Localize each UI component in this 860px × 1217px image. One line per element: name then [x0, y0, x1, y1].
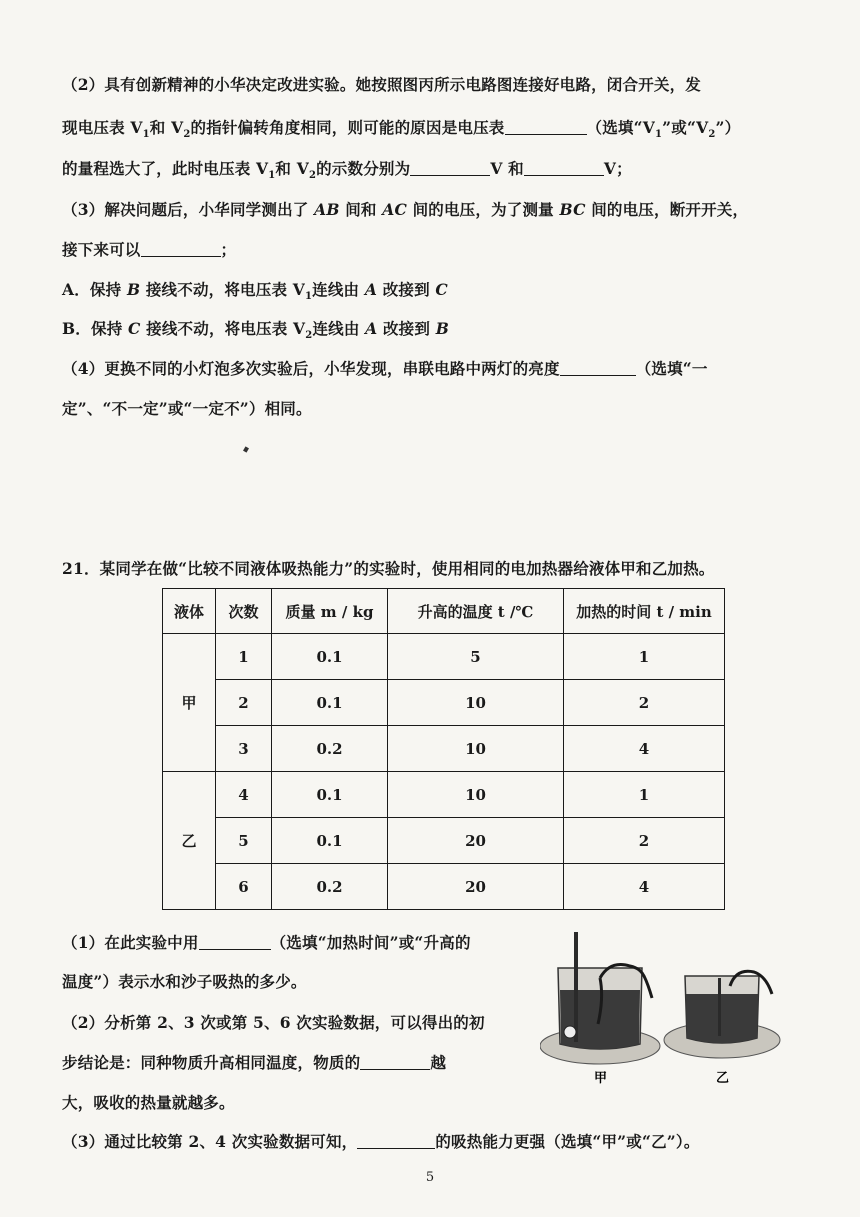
answer-blank[interactable] [141, 241, 221, 258]
trial-cell: 2 [216, 680, 272, 726]
q21-part2-line2: 步结论是：同种物质升高相同温度，物质的 越 [62, 1053, 447, 1072]
mass-cell: 0.1 [272, 680, 388, 726]
temp-cell: 10 [388, 726, 564, 772]
beaker-yi-icon [664, 971, 780, 1058]
header-trial: 次数 [216, 589, 272, 634]
trial-cell: 4 [216, 772, 272, 818]
beakers-figure [540, 928, 790, 1098]
q20-option-a: A．保持 B 接线不动，将电压表 $V_1$连线由 A 改接到 C [62, 280, 448, 303]
mass-cell: 0.2 [272, 726, 388, 772]
mass-cell: 0.1 [272, 818, 388, 864]
time-cell: 2 [564, 680, 725, 726]
temp-cell: 10 [388, 680, 564, 726]
q20-part4-line1: （4）更换不同的小灯泡多次实验后，小华发现，串联电路中两灯的亮度 （选填“一 [62, 359, 708, 378]
trial-cell: 6 [216, 864, 272, 910]
table-row [163, 818, 725, 864]
trial-cell: 1 [216, 634, 272, 680]
q20-part3-line2: 接下来可以 ； [62, 240, 237, 259]
q20-part2-line1: （2）具有创新精神的小华决定改进实验。她按照图丙所示电路图连接好电路，闭合开关，发 [62, 75, 701, 94]
time-cell: 4 [564, 864, 725, 910]
header-temp: 升高的温度 t /℃ [388, 589, 564, 634]
table-row [163, 726, 725, 772]
q21-part1-line2: 温度”）表示水和沙子吸热的多少。 [62, 972, 307, 991]
header-time: 加热的时间 t / min [564, 589, 725, 634]
time-cell: 1 [564, 634, 725, 680]
answer-blank[interactable] [524, 160, 604, 177]
time-cell: 1 [564, 772, 725, 818]
header-mass: 质量 m / kg [272, 589, 388, 634]
answer-blank[interactable] [560, 360, 636, 377]
q21-intro: 21．某同学在做“比较不同液体吸热能力”的实验时，使用相同的电加热器给液体甲和乙加热。 [62, 559, 715, 578]
mass-cell: 0.1 [272, 634, 388, 680]
page-number: 5 [425, 1170, 435, 1185]
mass-cell: 0.1 [272, 772, 388, 818]
trial-cell: 3 [216, 726, 272, 772]
answer-blank[interactable] [360, 1054, 430, 1071]
table-row [163, 680, 725, 726]
figure-label-yi: 乙 [716, 1071, 730, 1086]
table-row [163, 634, 725, 680]
scan-speck [243, 446, 249, 452]
temp-cell: 5 [388, 634, 564, 680]
beaker-jia-icon [540, 932, 660, 1064]
q21-part2-line3: 大，吸收的热量就越多。 [62, 1093, 235, 1112]
mass-cell: 0.2 [272, 864, 388, 910]
answer-blank[interactable] [357, 1133, 435, 1150]
trial-cell: 5 [216, 818, 272, 864]
table-row [163, 864, 725, 910]
time-cell: 4 [564, 726, 725, 772]
q20-part2-line2: 现电压表 $V_1$和 $V_2$的指针偏转角度相同，则可能的原因是电压表 （选填“$V_1$”或“$V_2$”） [62, 118, 741, 141]
q21-part2-line1: （2）分析第 2、3 次或第 5、6 次实验数据，可以得出的初 [62, 1013, 485, 1032]
temp-cell: 20 [388, 818, 564, 864]
q20-part3-line1: （3）解决问题后，小华同学测出了 AB 间和 AC 间的电压，为了测量 BC 间的电压，断开开关， [62, 200, 749, 219]
table-row [163, 772, 725, 818]
figure-label-jia: 甲 [594, 1071, 608, 1086]
liquid-cell: 甲 [163, 634, 216, 772]
answer-blank[interactable] [505, 119, 587, 136]
liquid-cell: 乙 [163, 772, 216, 910]
q20-part4-line2: 定”、“不一定”或“一定不”）相同。 [62, 399, 312, 418]
time-cell: 2 [564, 818, 725, 864]
q20-option-b: B．保持 C 接线不动，将电压表 $V_2$连线由 A 改接到 B [62, 319, 449, 342]
q21-part1-line1: （1）在此实验中用 （选填“加热时间”或“升高的 [62, 933, 471, 952]
temp-cell: 10 [388, 772, 564, 818]
data-table [162, 588, 725, 910]
table-header-row [163, 589, 725, 634]
answer-blank[interactable] [199, 934, 271, 951]
q21-part3: （3）通过比较第 2、4 次实验数据可知， 的吸热能力更强（选填“甲”或“乙”）。 [62, 1132, 700, 1151]
q20-part2-line3: 的量程选大了，此时电压表 $V_1$和 $V_2$的示数分别为 V 和 V； [62, 159, 632, 182]
answer-blank[interactable] [410, 160, 490, 177]
temp-cell: 20 [388, 864, 564, 910]
header-liquid: 液体 [163, 589, 216, 634]
